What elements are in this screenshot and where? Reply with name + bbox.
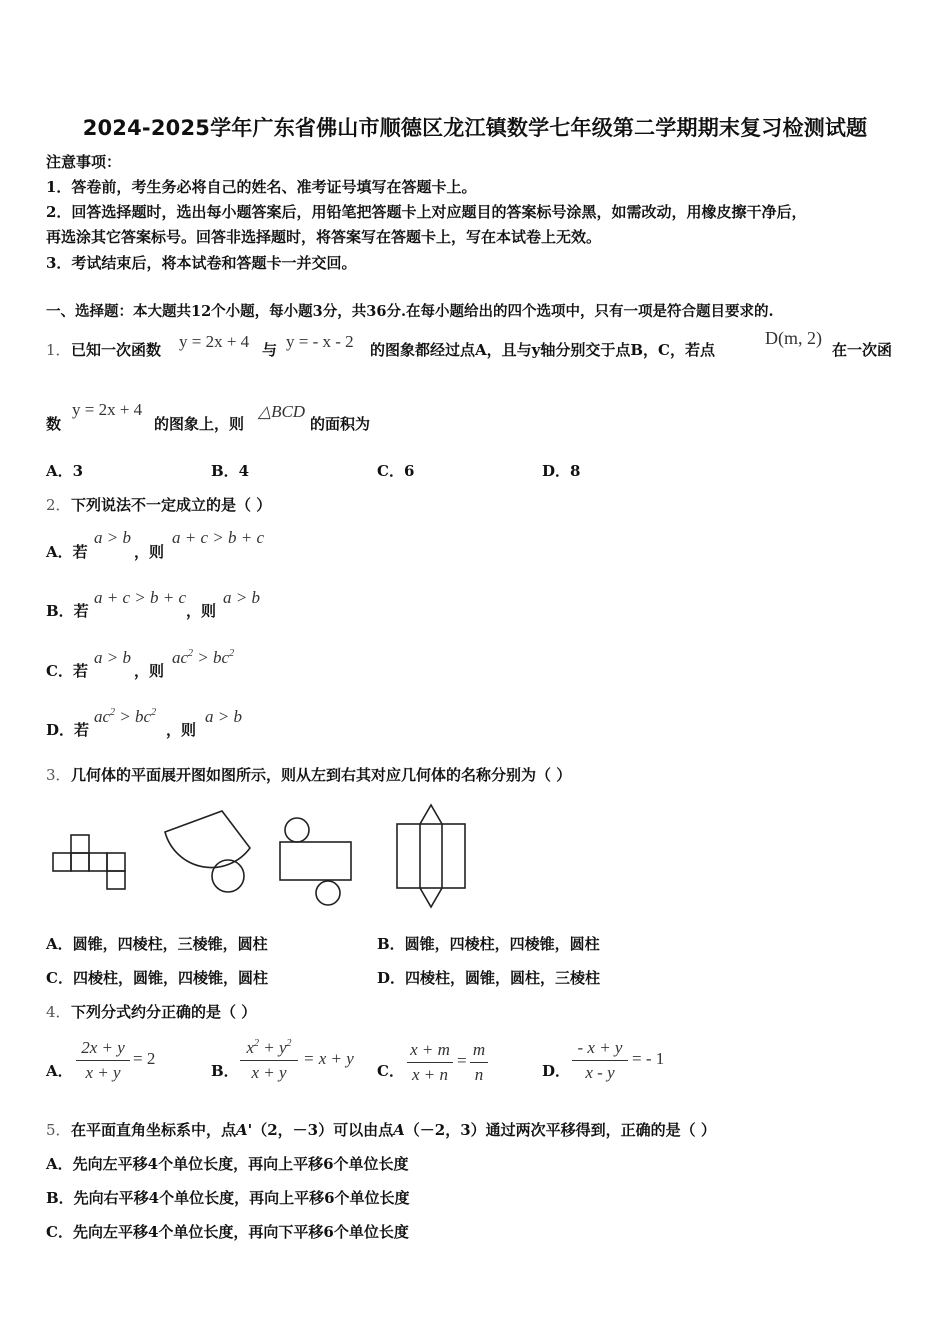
option-c: C．6 — [377, 462, 415, 480]
question-number: 3． — [46, 766, 71, 784]
option-b: B．4 — [211, 462, 250, 480]
option-c-conclusion: $ac^2 > bc^2$ — [172, 648, 235, 667]
option-c-label: C．若 — [46, 662, 88, 680]
option-d-fraction: $\frac{- x + y}{x - y}$ — [572, 1038, 628, 1083]
prism-net-figure — [393, 802, 471, 910]
option-c-rhs-fraction: $\frac{m}{n}$ — [470, 1040, 488, 1085]
q1-text: 的面积为 — [310, 415, 371, 433]
option-a-rhs: = 2 — [133, 1049, 156, 1068]
option-a-label: A．若 — [46, 543, 88, 561]
option-c-fraction: $\frac{x + m}{x + n}$ — [407, 1040, 453, 1085]
option-b: B．圆锥，四棱柱，四棱锥，圆柱 — [377, 935, 600, 953]
notice-item: 1．答卷前，考生务必将自己的姓名、准考证号填写在答题卡上。 — [46, 178, 477, 196]
question-number: 5． — [46, 1121, 71, 1139]
q1-text: 已知一次函数 — [71, 341, 162, 359]
option-d-conclusion: a > b — [205, 707, 242, 726]
option-d-label: D．若 — [46, 721, 90, 739]
option-b: B．先向右平移4个单位长度，再向上平移6个单位长度 — [46, 1189, 410, 1207]
option-d: D．8 — [542, 462, 581, 480]
q3-stem: 几何体的平面展开图如图所示，则从左到右其对应几何体的名称分别为（ ） — [71, 766, 572, 784]
q1-formula: y = 2x + 4 — [179, 332, 250, 351]
option-a: A．3 — [46, 462, 84, 480]
notice-item: 再选涂其它答案标号。回答非选择题时，将答案写在答题卡上，写在本试卷上无效。 — [46, 228, 602, 246]
cylinder-net-figure — [276, 816, 356, 910]
option-a: A．圆锥，四棱柱，三棱锥，圆柱 — [46, 935, 268, 953]
section-heading: 一、选择题：本大题共12个小题，每小题3分，共36分.在每小题给出的四个选项中，只有一项是符合题目要求的. — [46, 303, 774, 320]
option-b-text: ，则 — [186, 602, 217, 620]
cone-net-figure — [160, 808, 256, 894]
notice-heading: 注意事项： — [46, 153, 122, 171]
option-a: A．先向左平移4个单位长度，再向上平移6个单位长度 — [46, 1155, 409, 1173]
page-title: 2024-2025学年广东省佛山市顺德区龙江镇数学七年级第二学期期末复习检测试题 — [82, 116, 868, 140]
option-d-condition: $ac^2 > bc^2$ — [94, 707, 157, 726]
option-b-rhs: = x + y — [303, 1049, 354, 1068]
option-d-rhs: = - 1 — [632, 1049, 665, 1068]
q1-formula: D(m, 2) — [765, 328, 822, 348]
option-a-text: ，则 — [134, 543, 165, 561]
option-b-condition: a + c > b + c — [94, 588, 187, 607]
option-c: C．先向左平移4个单位长度，再向下平移6个单位长度 — [46, 1223, 409, 1241]
q1-formula: y = 2x + 4 — [72, 400, 143, 419]
option-d-text: ，则 — [166, 721, 197, 739]
q1-formula: y = - x - 2 — [286, 332, 354, 351]
question-number: 4． — [46, 1003, 71, 1021]
q1-text: 与 — [262, 341, 278, 359]
option-b-fraction: $\frac{x^2 + y^2}{x + y}$ — [240, 1038, 298, 1083]
option-a-fraction: $\frac{2x + y}{x + y}$ — [76, 1038, 130, 1083]
q1-text: 的图象都经过点A，且与y轴分别交于点B，C，若点 — [370, 341, 715, 359]
notice-item: 3．考试结束后，将本试卷和答题卡一并交回。 — [46, 254, 357, 272]
option-c-equals: = — [457, 1051, 467, 1070]
q1-text: 数 — [46, 415, 62, 433]
option-a-condition: a > b — [94, 528, 131, 547]
option-c-condition: a > b — [94, 648, 131, 667]
option-d: D．四棱柱，圆锥，圆柱，三棱柱 — [377, 969, 601, 987]
option-c: C．四棱柱，圆锥，四棱锥，圆柱 — [46, 969, 268, 987]
option-b-label: B． — [211, 1062, 239, 1080]
option-c-label: C． — [377, 1062, 404, 1080]
q4-stem: 下列分式约分正确的是（ ） — [71, 1003, 257, 1021]
q1-text: 在一次函 — [832, 341, 893, 359]
cube-net-figure — [48, 832, 132, 892]
q1-formula: △BCD — [258, 402, 306, 421]
option-d-label: D． — [542, 1062, 571, 1080]
question-number: 1． — [46, 341, 71, 359]
option-b-label: B．若 — [46, 602, 89, 620]
q2-stem: 下列说法不一定成立的是（ ） — [71, 496, 272, 514]
q1-text: 的图象上，则 — [154, 415, 245, 433]
option-a-conclusion: a + c > b + c — [172, 528, 265, 547]
option-b-conclusion: a > b — [223, 588, 260, 607]
q5-stem: 在平面直角坐标系中，点A'（2，－3）可以由点A（－2，3）通过两次平移得到，正确的是（ ） — [71, 1121, 716, 1139]
question-number: 2． — [46, 496, 71, 514]
option-a-label: A． — [46, 1062, 73, 1080]
option-c-text: ，则 — [134, 662, 165, 680]
notice-item: 2．回答选择题时，选出每小题答案后，用铅笔把答题卡上对应题目的答案标号涂黑，如需改动，用橡皮擦干净后， — [46, 203, 807, 221]
